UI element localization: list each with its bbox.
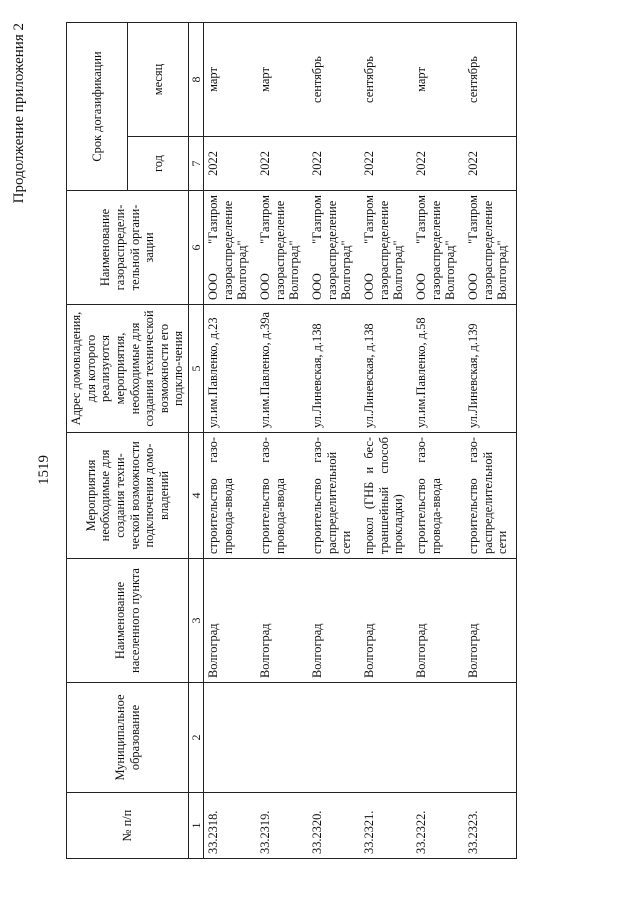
row-settlement: Волгоград [412, 559, 464, 683]
row-address: ул.им.Павленко, д.58 [412, 305, 464, 433]
row-month: сентябрь [464, 22, 517, 136]
header-address: Адрес домовладения, для которого реализуются мероприятия, необходимые для создания технической возможности его подклю-чения [67, 305, 189, 433]
row-municipality [412, 683, 464, 793]
row-month: сентябрь [360, 22, 412, 136]
table-row [256, 22, 308, 858]
row-month: март [256, 22, 308, 136]
header-deadline: Срок догазификации [67, 22, 128, 190]
table-body [204, 22, 517, 858]
row-year: 2022 [360, 137, 412, 191]
row-address: ул.им.Павленко, д.23 [204, 305, 257, 433]
row-organization: ООО "Газпром газораспределение Волгоград" [308, 191, 360, 305]
row-num: 33.2323. [464, 793, 517, 859]
row-organization: ООО "Газпром газораспределение Волгоград" [204, 191, 257, 305]
row-organization: ООО "Газпром газораспределение Волгоград" [256, 191, 308, 305]
column-number: 2 [189, 683, 204, 793]
row-settlement: Волгоград [308, 559, 360, 683]
header-settlement: Наименование населенного пункта [67, 559, 189, 683]
column-number-row [189, 22, 204, 858]
row-year: 2022 [256, 137, 308, 191]
row-address: ул.Линевская, д.139 [464, 305, 517, 433]
row-num: 33.2322. [412, 793, 464, 859]
row-address: ул.им.Павленко, д.39а [256, 305, 308, 433]
column-number: 6 [189, 191, 204, 305]
row-address: ул.Линевская, д.138 [360, 305, 412, 433]
row-address: ул.Линевская, д.138 [308, 305, 360, 433]
column-number: 5 [189, 305, 204, 433]
row-month: март [204, 22, 257, 136]
table-row [464, 22, 517, 858]
page-number: 1519 [36, 455, 52, 485]
gasification-table [66, 22, 517, 859]
column-number: 1 [189, 793, 204, 859]
row-municipality [256, 683, 308, 793]
row-settlement: Волгоград [204, 559, 257, 683]
row-municipality [204, 683, 257, 793]
row-year: 2022 [464, 137, 517, 191]
header-num: № п/п [67, 793, 189, 859]
row-month: сентябрь [308, 22, 360, 136]
row-measure: строительство газо-провода-ввода [256, 433, 308, 559]
row-organization: ООО "Газпром газораспределение Волгоград" [464, 191, 517, 305]
row-measure: строительство газо-провода-ввода [412, 433, 464, 559]
column-number: 7 [189, 137, 204, 191]
row-settlement: Волгоград [256, 559, 308, 683]
table-row [412, 22, 464, 858]
row-year: 2022 [204, 137, 257, 191]
row-municipality [464, 683, 517, 793]
row-month: март [412, 22, 464, 136]
row-year: 2022 [412, 137, 464, 191]
row-measure: строительство газо-провода-ввода [204, 433, 257, 559]
row-settlement: Волгоград [360, 559, 412, 683]
row-year: 2022 [308, 137, 360, 191]
table-header [67, 22, 204, 858]
column-number: 3 [189, 559, 204, 683]
row-num: 33.2320. [308, 793, 360, 859]
column-number: 8 [189, 22, 204, 136]
header-organization: Наименование газораспредели-тельной органи-зации [67, 191, 189, 305]
row-measure: прокол (ГНБ и бес-траншейный способ прокладки) [360, 433, 412, 559]
header-measures: Мероприятия необходимые для создания техни-ческой возможности подключения домо-владений [67, 433, 189, 559]
table-row [308, 22, 360, 858]
column-number: 4 [189, 433, 204, 559]
row-municipality [360, 683, 412, 793]
header-year: год [128, 137, 189, 191]
row-num: 33.2321. [360, 793, 412, 859]
header-municipality: Муниципальное образование [67, 683, 189, 793]
header-month: месяц [128, 22, 189, 136]
table-row [360, 22, 412, 858]
row-measure: строительство газо-распределительной сети [308, 433, 360, 559]
row-measure: строительство газо-распределительной сети [464, 433, 517, 559]
row-municipality [308, 683, 360, 793]
table-row [204, 22, 257, 858]
appendix-continuation-title: Продолжение приложения 2 [11, 23, 27, 204]
row-organization: ООО "Газпром газораспределение Волгоград" [360, 191, 412, 305]
row-settlement: Волгоград [464, 559, 517, 683]
row-organization: ООО "Газпром газораспределение Волгоград" [412, 191, 464, 305]
row-num: 33.2318. [204, 793, 257, 859]
row-num: 33.2319. [256, 793, 308, 859]
